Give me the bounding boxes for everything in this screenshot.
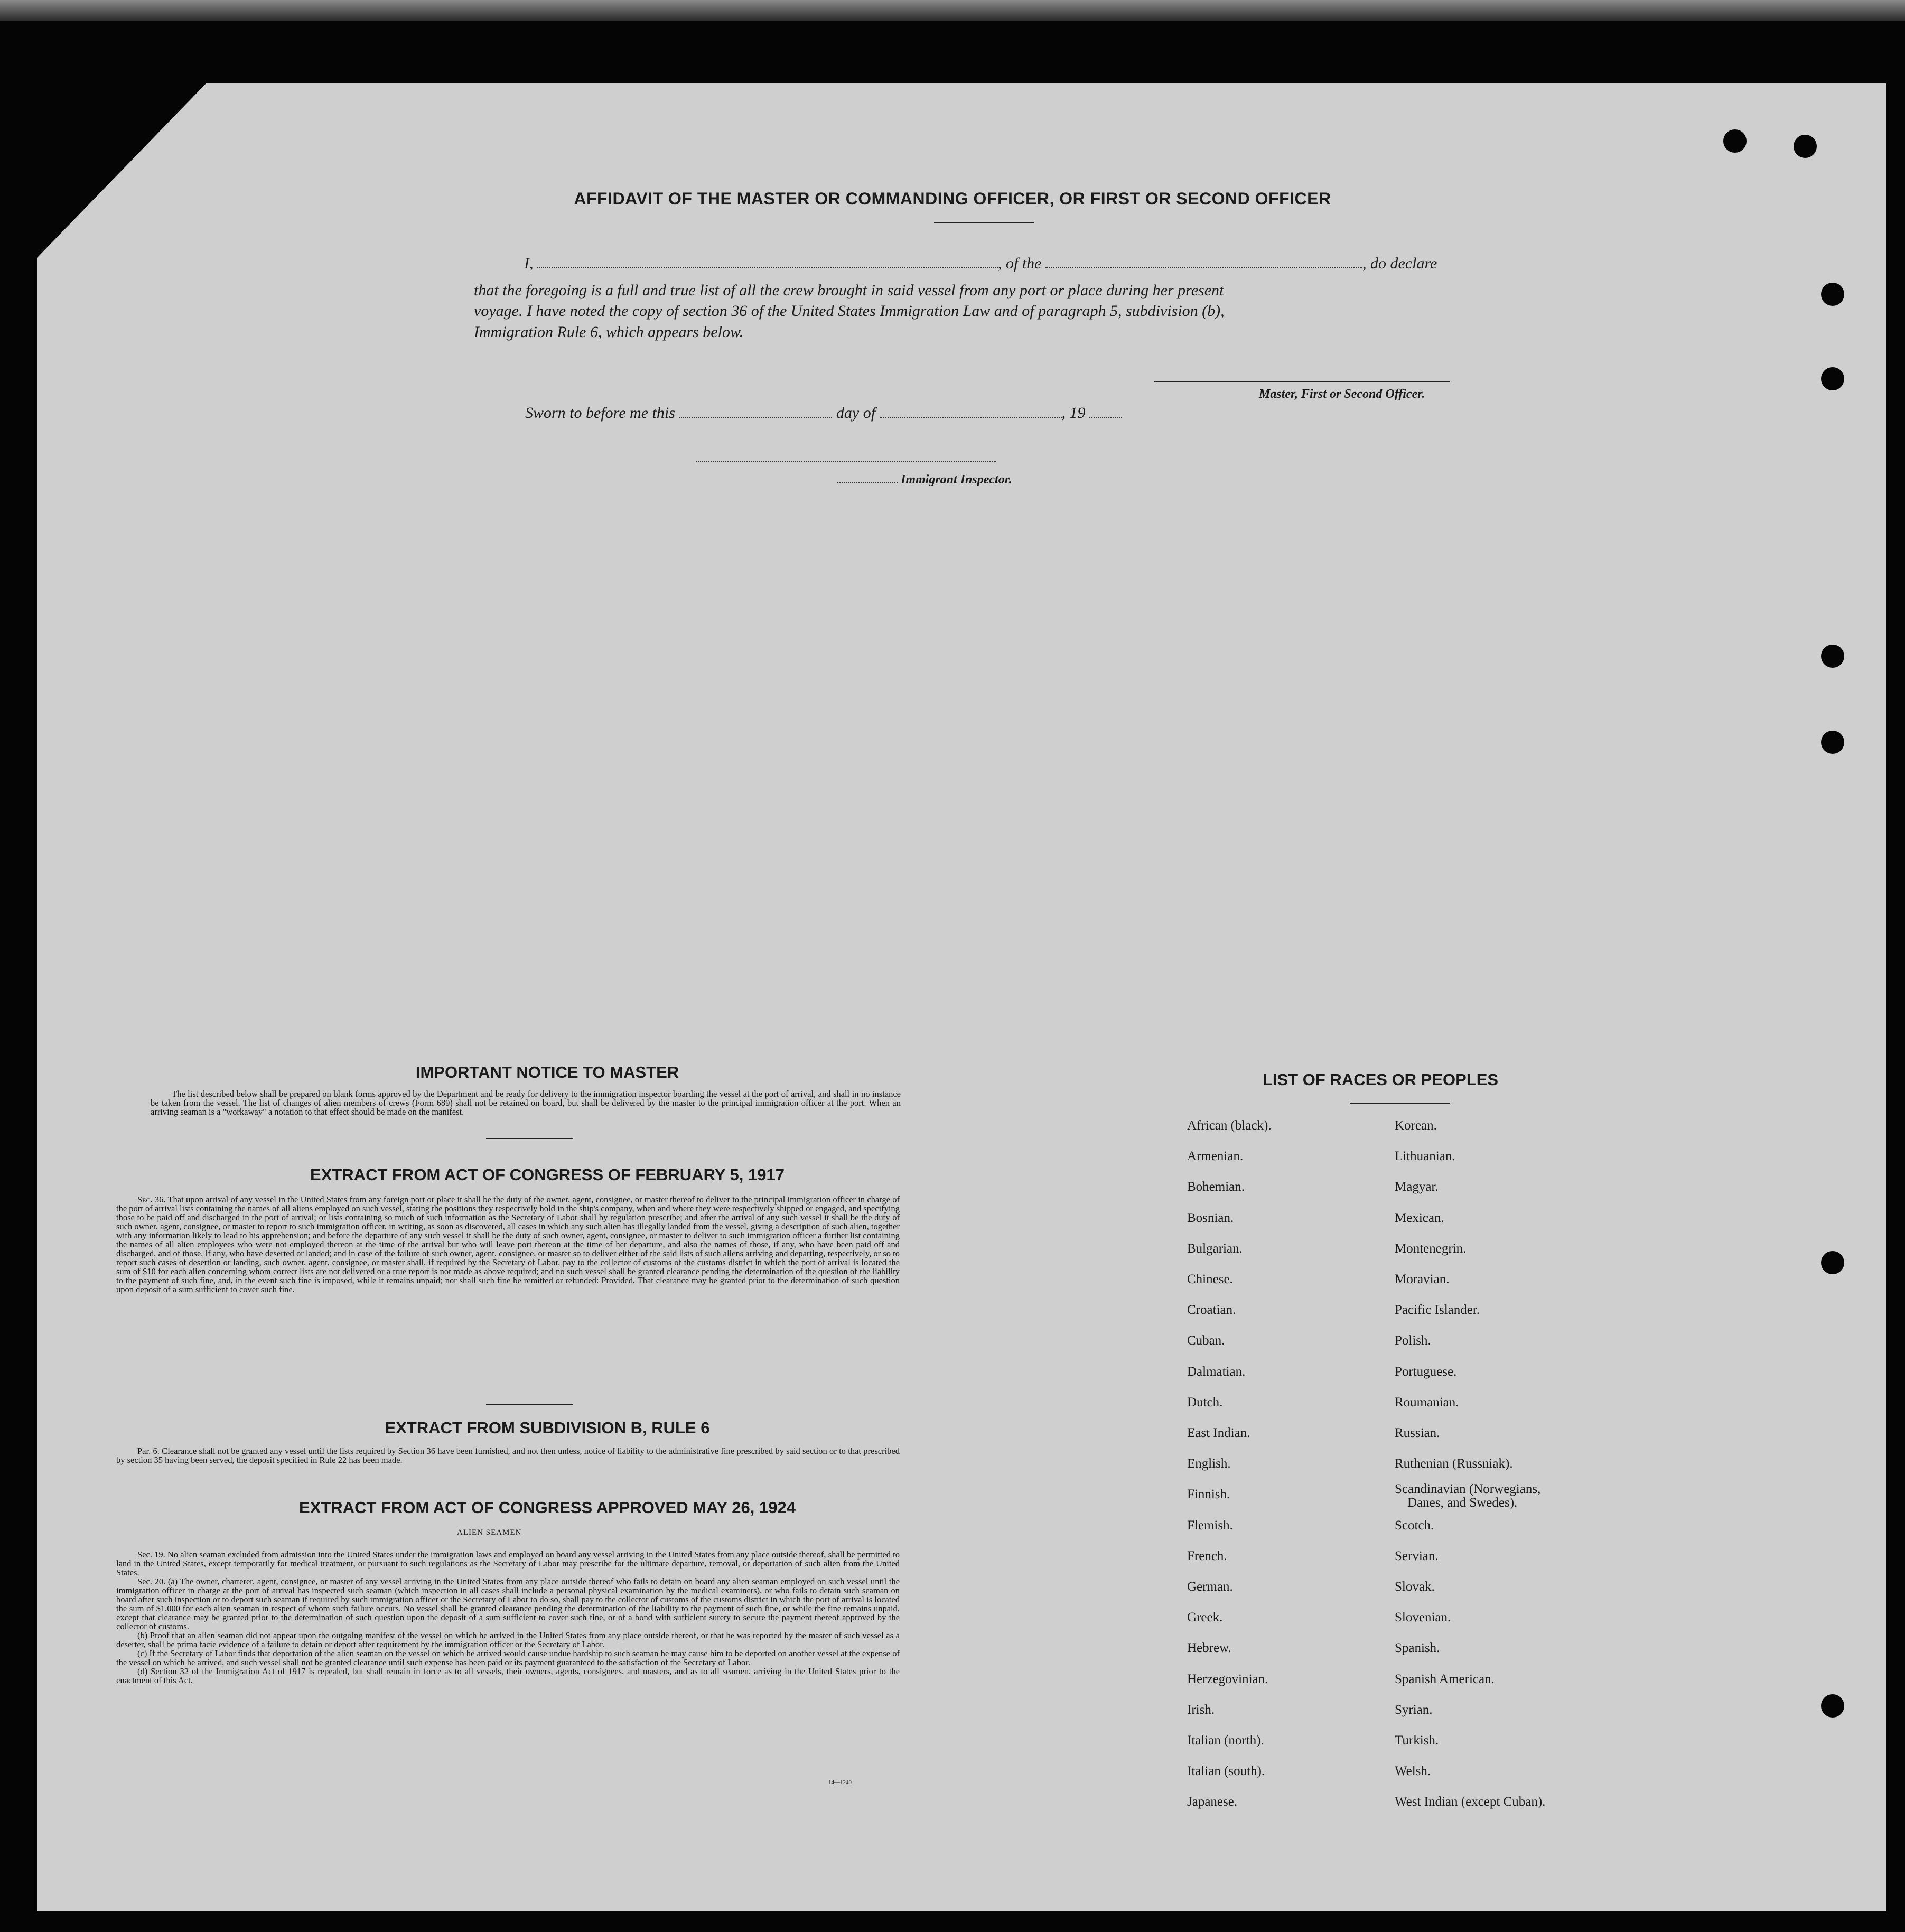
title-underline [934, 222, 1034, 223]
race-item: Slovenian. [1395, 1610, 1451, 1625]
extract-1924-body [116, 1550, 900, 1685]
affidavit-line3: voyage. I have noted the copy of section 36 of the United States Immigration Law and of paragraph 5, subdivision (b), [474, 302, 1225, 320]
sec-36-text: That upon arrival of any vessel in the United States from any foreign port or place it shall be the duty of the owner, agent, consignee, or master thereof to deliver to the principal immigration officer in charge of the port of arrival lists containing the names of all aliens employed on such vessel, stating the positions they respectively hold in the ship's company, when and where they were respectively shipped or engaged, and specifying those to be paid off and discharged in the port of arrival; or lists containing so much of such information as the Secretary of Labor shall by regulation prescribe; and after the arrival of any such vessel it shall be the duty of such owner, agent, consignee, or master to report to such immigration officer, in writing, as soon as discovered, all cases in which any such alien has illegally landed from the vessel, giving a description of such alien, together with any information likely to lead to his apprehension; and before the departure of any such vessel it shall be the duty of such owner, agent, consignee, or master to deliver to such immigration officer a further list containing the names of all alien employees who were not employed thereon at the time of the arrival but who will leave port thereon at the time of her departure, and also the names of those, if any, who have been paid off and discharged, and of those, if any, who have deserted or landed; and in case of the failure of such owner, agent, consignee, or master so to deliver either of the said lists of such aliens arriving and departing, respectively, or so to report such cases of desertion or landing, such owner, agent, consignee, or master shall, if required by the Secretary of Labor, pay to the collector of customs of the customs district in which the port of arrival is located the sum of $10 for each alien concerning whom correct lists are not delivered or a true report is not made as above required; and no such vessel shall be granted clearance pending the determination of the question of the liability to the payment of such fine, and, in the event such fine is imposed, while it remains unpaid; nor shall such fine be remitted or refunded: Provided, That clearance may be granted prior to the determination of such question upon deposit of a sum sufficient to cover such fine. [116, 1194, 900, 1294]
race-item: West Indian (except Cuban). [1395, 1795, 1546, 1809]
race-item: Italian (north). [1187, 1733, 1264, 1748]
affidavit-line4: Immigration Rule 6, which appears below. [474, 323, 744, 341]
notice-title: IMPORTANT NOTICE TO MASTER [415, 1063, 679, 1081]
sworn-year-blank [1089, 416, 1122, 418]
race-item: Portuguese. [1395, 1364, 1457, 1379]
extract-rule6-title: EXTRACT FROM SUBDIVISION B, RULE 6 [385, 1418, 710, 1437]
race-item: Scandinavian (Norwegians, [1395, 1482, 1541, 1497]
race-item: Slovak. [1395, 1580, 1435, 1594]
divider [486, 1138, 573, 1139]
race-item: French. [1187, 1548, 1227, 1563]
race-item: Finnish. [1187, 1487, 1230, 1502]
race-item: Servian. [1395, 1548, 1439, 1563]
punch-hole [1821, 283, 1844, 306]
race-item: Turkish. [1395, 1733, 1439, 1748]
race-item: Herzegovinian. [1187, 1672, 1268, 1686]
race-item: Mexican. [1395, 1210, 1444, 1225]
extract-rule6-body [116, 1446, 900, 1464]
sec-20c-text: (c) If the Secretary of Labor finds that deportation of the alien seaman on the vessel on which he arrived would cause undue hardship to such seaman he may cause him to be deported on another vessel at the expense of the vessel on which he arrived, and such vessel shall not be granted clearance until such expense has been paid or its payment guaranteed to the satisfaction of the Secretary of Labor. [116, 1648, 900, 1667]
alien-seamen-subtitle: ALIEN SEAMEN [457, 1528, 522, 1537]
punch-hole [1821, 731, 1844, 754]
race-item: Bosnian. [1187, 1210, 1234, 1225]
affidavit-line1 [524, 255, 1437, 273]
vessel-blank [1045, 267, 1362, 268]
sworn-day-of: day of [836, 404, 876, 422]
form-number: 14—1240 [828, 1779, 852, 1786]
sec-20b-text: (b) Proof that an alien seaman did not appear upon the outgoing manifest of the vessel on which he arrived in the United States from any place outside thereof, or that he was reported by the master of such vessel as a deserter, shall be prima facie evidence of a failure to detain or deport after requirement by the immigration officer or the Secretary of Labor. [116, 1630, 900, 1649]
race-item: East Indian. [1187, 1426, 1250, 1440]
race-item: German. [1187, 1580, 1233, 1594]
inspector-label [837, 473, 1012, 487]
sec-36-label: Sec. 36. [137, 1194, 166, 1205]
race-item: Dalmatian. [1187, 1364, 1246, 1379]
race-item: Cuban. [1187, 1333, 1225, 1348]
affidavit-title: AFFIDAVIT OF THE MASTER OR COMMANDING OFFICER, OR FIRST OR SECOND OFFICER [574, 189, 1331, 208]
race-item: Greek. [1187, 1610, 1223, 1625]
race-item: Syrian. [1395, 1702, 1433, 1717]
race-item: Spanish. [1395, 1641, 1440, 1656]
race-item: Armenian. [1187, 1149, 1244, 1164]
race-item: Irish. [1187, 1702, 1215, 1717]
race-item: Pacific Islander. [1395, 1303, 1480, 1318]
punch-hole [1821, 367, 1844, 390]
race-item: Roumanian. [1395, 1395, 1459, 1410]
punch-hole [1794, 135, 1817, 158]
inspector-port-blank [837, 482, 898, 483]
punch-hole [1821, 1694, 1844, 1718]
inspector-label-text: Immigrant Inspector. [901, 473, 1012, 487]
race-item: Polish. [1395, 1333, 1431, 1348]
extract-1917-body [116, 1195, 900, 1294]
notice-body [151, 1089, 901, 1116]
sworn-day-blank [679, 416, 832, 418]
race-item: English. [1187, 1457, 1231, 1471]
inspector-signature-line [696, 461, 996, 462]
punch-hole [1723, 129, 1747, 153]
race-item: African (black). [1187, 1118, 1272, 1133]
race-item: Lithuanian. [1395, 1149, 1455, 1164]
race-item: Flemish. [1187, 1518, 1233, 1533]
punch-hole [1821, 645, 1844, 668]
master-signature-label: Master, First or Second Officer. [1259, 387, 1425, 401]
affidavit-i: I, [524, 255, 534, 272]
sec-20a-text: Sec. 20. (a) The owner, charterer, agent, consignee, or master of any vessel arriving in the United States from any place outside thereof who fails to detain on board any alien seaman employed on such vessel until the immigration officer in charge at the port of arrival has inspected such seaman (which inspection in all cases shall include a personal physical examination by the medical examiners), or who fails to detain such seaman on board after such inspection or to deport such seaman if required by such immigration officer or the Secretary of Labor to do so, shall pay to the collector of customs of the customs district in which the port of arrival is located the sum of $1,000 for each alien seaman in respect of whom such failure occurs. No vessel shall be granted clearance pending the determination of the liability to the payment of such fine, or while the fine remains unpaid, except that clearance may be granted prior to the determination of such question upon the deposit of a sum sufficient to cover such fine, or of a bond with sufficient surety to secure the payment thereof approved by the collector of customs. [116, 1576, 900, 1631]
race-item: Ruthenian (Russniak). [1395, 1457, 1513, 1471]
race-item: Moravian. [1395, 1272, 1450, 1286]
race-item: Welsh. [1395, 1764, 1431, 1779]
race-item: Japanese. [1187, 1795, 1238, 1809]
extract-1917-title: EXTRACT FROM ACT OF CONGRESS OF FEBRUARY 5, 1917 [310, 1165, 785, 1184]
races-title: LIST OF RACES OR PEOPLES [1263, 1070, 1499, 1089]
race-item: Scotch. [1395, 1518, 1434, 1533]
sec-20d-text: (d) Section 32 of the Immigration Act of 1917 is repealed, but shall remain in force as to all vessels, their owners, agents, consignees, and masters, and as to all seamen, arriving in the United States prior to the enactment of this Act. [116, 1666, 900, 1685]
races-underline [1350, 1103, 1450, 1104]
notice-body-text: The list described below shall be prepared on blank forms approved by the Department and be ready for delivery to the immigration inspector boarding the vessel at the port of arrival, and shall in no instance be taken from the vessel. The list of changes of alien members of crews (Form 689) shall not be retained on board, but shall be delivered by the master to the principal immigration officer at the port. When an arriving seaman is a "workaway" a notation to that effect should be made on the manifest. [151, 1089, 901, 1117]
sworn-text: Sworn to before me this [525, 404, 675, 422]
race-item: Montenegrin. [1395, 1241, 1467, 1256]
name-blank [537, 267, 998, 268]
extract-1924-title: EXTRACT FROM ACT OF CONGRESS APPROVED MAY 26, 1924 [299, 1498, 796, 1517]
sworn-year: , 19 [1061, 404, 1086, 422]
rule6-text: Par. 6. Clearance shall not be granted any vessel until the lists required by Section 36 have been furnished, and not then unless, notice of liability to the administrative fine prescribed by said section or to that prescribed by section 35 having been served, the deposit specified in Rule 22 has been made. [116, 1446, 900, 1465]
race-item: Bulgarian. [1187, 1241, 1243, 1256]
affidavit-of-the: , of the [998, 255, 1042, 272]
sworn-line [525, 404, 1122, 422]
race-item: Italian (south). [1187, 1764, 1265, 1779]
race-item: Danes, and Swedes). [1407, 1496, 1518, 1510]
punch-hole [1821, 1251, 1844, 1274]
race-item: Spanish American. [1395, 1672, 1495, 1686]
affidavit-line2: that the foregoing is a full and true list of all the crew brought in said vessel from any port or place during her present [474, 282, 1224, 299]
race-item: Magyar. [1395, 1180, 1439, 1194]
race-item: Chinese. [1187, 1272, 1233, 1286]
master-signature-line [1154, 381, 1450, 382]
race-item: Hebrew. [1187, 1641, 1231, 1656]
race-item: Dutch. [1187, 1395, 1223, 1410]
race-item: Bohemian. [1187, 1180, 1245, 1194]
race-item: Korean. [1395, 1118, 1437, 1133]
race-item: Russian. [1395, 1426, 1440, 1440]
affidavit-do-declare: , do declare [1362, 255, 1437, 272]
scan-top-edge [0, 0, 1905, 21]
sworn-month-blank [880, 416, 1062, 418]
divider [486, 1404, 573, 1405]
race-item: Croatian. [1187, 1303, 1236, 1318]
sec-19-text: Sec. 19. No alien seaman excluded from admission into the United States under the immigration laws and employed on board any vessel arriving in the United States from any place outside thereof, shall be permitted to land in the United States, except temporarily for medical treatment, or pursuant to such regulations as the Secretary of Labor may prescribe for the ultimate departure, removal, or deportation of such alien from the United States. [116, 1550, 900, 1578]
